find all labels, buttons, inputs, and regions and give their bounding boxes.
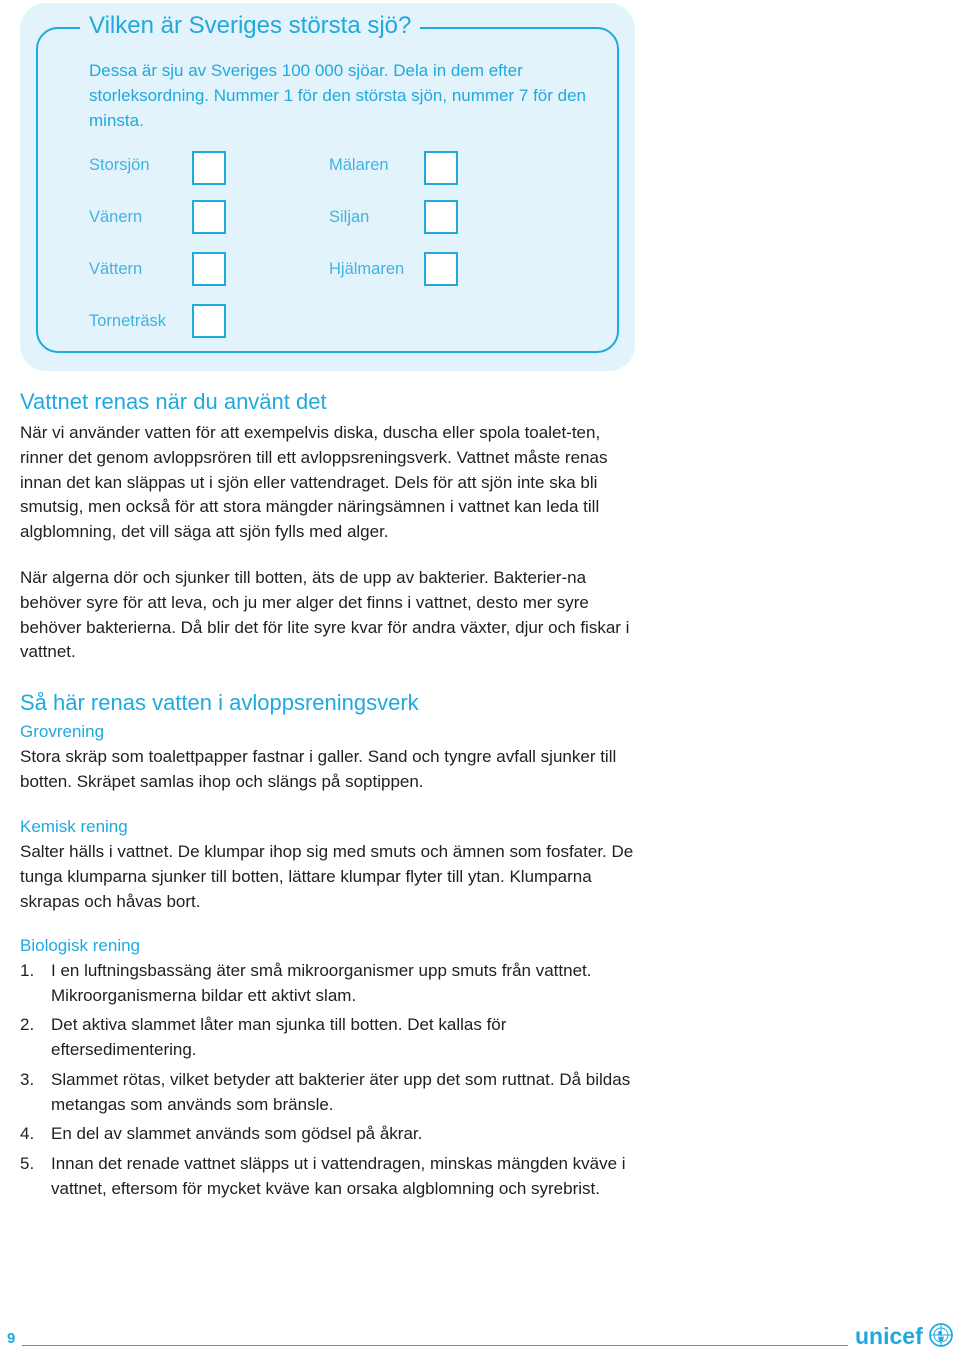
- list-item: [20, 1068, 640, 1118]
- list-number: 2.: [20, 1015, 35, 1034]
- section-title-vattnet-renas: Vattnet renas när du använt det: [20, 389, 327, 414]
- page-number: 9: [7, 1330, 16, 1347]
- list-number: 4.: [20, 1124, 35, 1143]
- list-item: [20, 1122, 640, 1147]
- paragraph-kemisk-rening: Salter hälls i vattnet. De klumpar ihop sig med smuts och ämnen som fosfater. De tunga klumparna sjunker till botten, lättare klumpar flyter till ytan. Klumparna skrapas och håvas bort.: [20, 842, 634, 911]
- rank-box-storsjon[interactable]: [192, 151, 226, 185]
- subtitle-grovrening: Grovrening: [20, 722, 105, 741]
- lake-label-tornetrask: Torneträsk: [89, 312, 167, 330]
- list-text: Slammet rötas, vilket betyder att bakterier äter upp det som ruttnat. Då bildas metangas som används som bränsle.: [51, 1070, 631, 1114]
- lake-label-malaren: Mälaren: [329, 156, 389, 174]
- rank-box-vanern[interactable]: [192, 200, 226, 234]
- rank-box-malaren[interactable]: [424, 151, 458, 185]
- unicef-emblem-icon: [930, 1324, 952, 1346]
- list-item: [20, 1152, 640, 1202]
- lake-label-siljan: Siljan: [329, 208, 370, 226]
- quiz-intro: Dessa är sju av Sveriges 100 000 sjöar. Dela in dem efter storleksordning. Nummer 1 för den största sjön, nummer 7 för den minsta.: [89, 61, 586, 130]
- paragraph-grovrening: Stora skräp som toalettpapper fastnar i galler. Sand och tyngre avfall sjunker till botten. Skräpet samlas ihop och slängs på soptippen.: [20, 747, 617, 791]
- subtitle-biologisk-rening: Biologisk rening: [20, 936, 141, 955]
- quiz-title: Vilken är Sveriges största sjö?: [80, 10, 420, 42]
- list-item: [20, 1013, 640, 1063]
- unicef-logo: [855, 1320, 955, 1350]
- rank-box-hjalmaren[interactable]: [424, 252, 458, 286]
- rank-box-tornetrask[interactable]: [192, 304, 226, 338]
- list-text: En del av slammet används som gödsel på åkrar.: [51, 1124, 423, 1143]
- lake-label-vattern: Vättern: [89, 260, 143, 278]
- footer-rule: [22, 1345, 848, 1346]
- rank-box-vattern[interactable]: [192, 252, 226, 286]
- list-number: 3.: [20, 1070, 35, 1089]
- unicef-logo-text: unicef: [855, 1323, 923, 1349]
- rank-box-siljan[interactable]: [424, 200, 458, 234]
- list-number: 5.: [20, 1154, 35, 1173]
- paragraph-intro: När vi använder vatten för att exempelvis diska, duscha eller spola toalet-ten, rinner det genom avloppsrören till ett avloppsreningsverk. Vattnet måste renas innan det kan släppas ut i sjön eller vattendraget. Dels för att sjön inte ska bli smutsig, men också för att stora mängder näringsämnen i vattnet kan leda till algblomning, det vill säga att sjön fylls med alger.: [20, 423, 608, 542]
- subtitle-kemisk-rening: Kemisk rening: [20, 817, 128, 836]
- list-text: Det aktiva slammet låter man sjunka till botten. Det kallas för eftersedimentering.: [51, 1015, 507, 1059]
- lake-label-storsjon: Storsjön: [89, 156, 150, 174]
- lake-label-vanern: Vänern: [89, 208, 143, 226]
- list-text: I en luftningsbassäng äter små mikroorganismer upp smuts från vattnet. Mikroorganismerna bildar ett aktivt slam.: [51, 961, 592, 1005]
- lake-label-hjalmaren: Hjälmaren: [329, 260, 405, 278]
- paragraph-alger: När algerna dör och sjunker till botten, äts de upp av bakterier. Bakterier-na behöver syre för att leva, och ju mer alger det finns i vattnet, desto mer syre behöver bakterierna. Då blir det för lite syre kvar för andra växter, djur och fiskar i vattnet.: [20, 568, 630, 662]
- list-item: [20, 959, 640, 1009]
- section-title-reningsverk: Så här renas vatten i avloppsreningsverk: [20, 690, 419, 715]
- list-text: Innan det renade vattnet släpps ut i vattendragen, minskas mängden kväve i vattnet, eftersom för mycket kväve kan orsaka algblomning och syrebrist.: [51, 1154, 626, 1198]
- list-number: 1.: [20, 961, 35, 980]
